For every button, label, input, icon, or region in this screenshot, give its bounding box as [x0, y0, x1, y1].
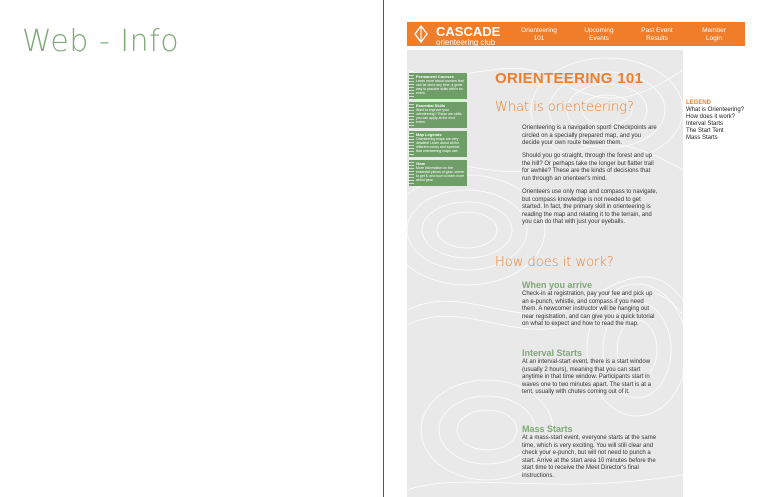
- side-item-map-legends[interactable]: [409, 131, 467, 157]
- nav-upcoming-events[interactable]: [577, 27, 621, 42]
- nav-label: Orienteering: [521, 27, 557, 34]
- side-item-text: More information on the essential pieces of gear, where to get it, and how to learn more about gear.: [416, 166, 465, 182]
- side-item-notch: [409, 160, 414, 186]
- side-item-essential-skills[interactable]: [409, 102, 467, 128]
- mass-paragraph: At a mass-start event, everyone starts at the same time, which is very exciting. You will still clear and check your e-punch, but will not need to punch a start. Arrive at the start area 10 minutes before the start time to receive the Meet Director's final instructions.: [522, 435, 657, 479]
- side-item-text: Learn more about courses that can be done any time, a great way to practice skills within an event.: [416, 79, 464, 95]
- subheading-mass-starts: Mass Starts: [522, 424, 573, 434]
- canvas-divider: [383, 0, 384, 497]
- side-item-text: Orienteering maps are very detailed! Learn about all the different colors and symbols that orienteering maps use.: [416, 137, 460, 153]
- legend-link-interval[interactable]: Interval Starts: [686, 121, 724, 127]
- side-item-title: Essential Skills: [416, 103, 446, 108]
- legend-link-mass[interactable]: Mass Starts: [686, 135, 718, 141]
- canvas-title: Web - Info: [22, 24, 180, 59]
- side-menu: [409, 73, 467, 189]
- brand-subtitle: orienteering club: [436, 38, 496, 47]
- interval-paragraph: At an interval-start event, there is a start window (usually 2 hours), meaning that you can start anytime in that time window. Participants start in waves one to two minutes apart. The start is at a tent, usually with chutes coming out of it.: [522, 359, 651, 396]
- subheading-interval-starts: Interval Starts: [522, 348, 583, 358]
- what-paragraph-2: Should you go straight, through the forest and up the hill? Or perhaps take the longer but flatter trail for awhile? These are the kinds of decisions that run through an orienteer's mind.: [522, 153, 654, 182]
- side-item-notch: [409, 131, 414, 157]
- nav-label: Upcoming: [584, 27, 614, 34]
- side-item-permanent-courses[interactable]: [409, 73, 467, 99]
- legend-link-how[interactable]: How does it work?: [686, 114, 736, 120]
- subheading-when-you-arrive: When you arrive: [522, 280, 593, 290]
- side-item-title: Gear: [416, 161, 426, 166]
- side-item-title: Permanent Courses: [416, 74, 454, 79]
- legend-link-what[interactable]: What is Orienteering?: [686, 107, 745, 113]
- nav-label: Login: [706, 34, 722, 42]
- side-item-text: Want to improve your orienteering? These are skills you can apply at the next event.: [416, 108, 462, 124]
- arrive-paragraph: Check-in at registration, pay your fee and pick up an e-punch, whistle, and compass if you need them. A newcomer instructor will be hanging out near registration, and can give you a quick tutorial on what to expect and how to read the map.: [522, 291, 655, 328]
- legend-link-start-tent[interactable]: The Start Tent: [686, 128, 724, 134]
- page-legend: [686, 100, 744, 142]
- nav-past-event-results[interactable]: [634, 27, 680, 42]
- nav-member-login[interactable]: [694, 27, 734, 42]
- side-item-notch: [409, 73, 414, 99]
- section-heading-what: What is orienteering?: [495, 100, 634, 115]
- nav-orienteering-101[interactable]: [517, 27, 561, 42]
- compass-flag-icon: [413, 24, 429, 44]
- nav-label: Events: [589, 34, 609, 42]
- top-nav-bar: [407, 22, 745, 46]
- side-item-notch: [409, 102, 414, 128]
- side-item-gear[interactable]: [409, 160, 467, 186]
- legend-title: LEGEND: [686, 100, 712, 106]
- brand-name: CASCADE: [436, 24, 501, 39]
- nav-label: Results: [646, 34, 668, 42]
- nav-label: Member: [702, 27, 726, 34]
- nav-label: 101: [533, 34, 545, 42]
- section-heading-how: How does it work?: [495, 255, 614, 270]
- what-paragraph-1: Orienteering is a navigation sport! Checkpoints are circled on a specially prepared map, and you decide your own route between them.: [522, 125, 657, 147]
- nav-label: Past Event: [641, 27, 673, 34]
- page-title: ORIENTEERING 101: [495, 70, 644, 87]
- what-paragraph-3: Orienteers use only map and compass to navigate, but compass knowledge is not needed to get started. In fact, the primary skill in orienteering is reading the map and relating it to the terrain, and you can do that with just your eyeballs.: [522, 189, 658, 226]
- side-item-title: Map Legends: [416, 132, 442, 137]
